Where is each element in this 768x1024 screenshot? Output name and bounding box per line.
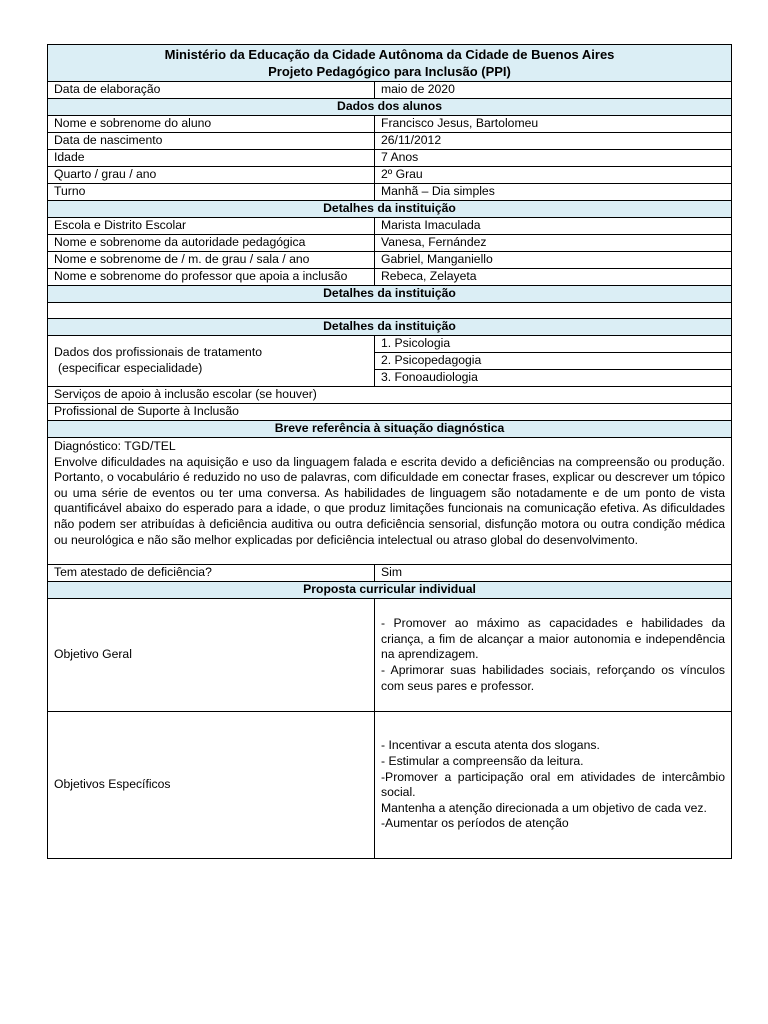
specialty-item: 2. Psicopedagogia (375, 353, 732, 370)
field-label: Turno (48, 184, 375, 201)
field-value: Francisco Jesus, Bartolomeu (375, 116, 732, 133)
section-header-institution-2: Detalhes da instituição (48, 286, 732, 303)
table-row (48, 218, 732, 235)
ppi-document (47, 44, 731, 859)
field-label: Nome e sobrenome da autoridade pedagógica (48, 235, 375, 252)
section-header-institution: Detalhes da instituição (48, 201, 732, 218)
field-label: Idade (48, 150, 375, 167)
table-row (48, 235, 732, 252)
general-objective-row (48, 599, 732, 712)
specialty-item: 3. Fonoaudiologia (375, 370, 732, 387)
specific-objectives-label: Objetivos Específicos (48, 712, 375, 859)
field-value: Marista Imaculada (375, 218, 732, 235)
specialty-item: 1. Psicologia (375, 336, 732, 353)
ministry-title: Ministério da Educação da Cidade Autônoma da Cidade de Buenos Aires (164, 47, 615, 62)
field-value: 2º Grau (375, 167, 732, 184)
field-label: Quarto / grau / ano (48, 167, 375, 184)
list-item: - Aprimorar suas habilidades sociais, reforçando os vínculos com seus pares e professor. (381, 662, 726, 693)
project-title: Projeto Pedagógico para Inclusão (PPI) (268, 64, 511, 79)
section-header-curriculum: Proposta curricular individual (48, 582, 732, 599)
list-item: -Aumentar os períodos de atenção (381, 816, 569, 831)
empty-row (48, 303, 732, 319)
field-value: Gabriel, Manganiello (375, 252, 732, 269)
field-value: 7 Anos (375, 150, 732, 167)
field-label: Escola e Distrito Escolar (48, 218, 375, 235)
support-professional: Profissional de Suporte à Inclusão (48, 404, 732, 421)
field-label: Tem atestado de deficiência? (48, 565, 375, 582)
general-objective-content (375, 599, 732, 712)
list-item: - Promover ao máximo as capacidades e habilidades da criança, a fim de alcançar a maior autonomia e independência na aprendizagem. (381, 616, 726, 662)
field-label: Data de elaboração (48, 82, 375, 99)
field-value: Vanesa, Fernández (375, 235, 732, 252)
certificate-row (48, 565, 732, 582)
section-header-diagnosis: Breve referência à situação diagnóstica (48, 421, 732, 438)
table-row (48, 252, 732, 269)
field-label: Nome e sobrenome de / m. de grau / sala / ano (48, 252, 375, 269)
table-row (48, 404, 732, 421)
section-header-institution-3: Detalhes da instituição (48, 319, 732, 336)
general-objective-label: Objetivo Geral (48, 599, 375, 712)
document-header (48, 45, 732, 82)
diagnosis-row (48, 438, 732, 565)
field-label: Nome e sobrenome do professor que apoia a inclusão (48, 269, 375, 286)
field-value: maio de 2020 (375, 82, 732, 99)
professionals-label: Dados dos profissionais de tratamento (especificar especialidade) (48, 336, 375, 387)
table-row (48, 269, 732, 286)
list-item: Mantenha a atenção direcionada a um objetivo de cada vez. (381, 800, 707, 815)
list-item: - Estimular a compreensão da leitura. (381, 753, 584, 768)
specific-objectives-row (48, 712, 732, 859)
list-item: -Promover a participação oral em atividades de intercâmbio social. (381, 769, 726, 800)
field-label: Data de nascimento (48, 133, 375, 150)
field-value: Rebeca, Zelayeta (375, 269, 732, 286)
field-label: Nome e sobrenome do aluno (48, 116, 375, 133)
field-value: 26/11/2012 (375, 133, 732, 150)
table-row (48, 184, 732, 201)
support-services: Serviços de apoio à inclusão escolar (se houver) (48, 387, 732, 404)
section-header-students: Dados dos alunos (48, 99, 732, 116)
field-value: Manhã – Dia simples (375, 184, 732, 201)
table-row (48, 150, 732, 167)
diagnosis-label: Diagnóstico: TGD/TEL (54, 439, 176, 453)
elaboration-row (48, 82, 732, 99)
list-item: - Incentivar a escuta atenta dos slogans. (381, 738, 600, 753)
diagnosis-text: Envolve dificuldades na aquisição e uso da linguagem falada e escrita devido a deficiências na compreensão ou produção. Portanto, o vocabulário é reduzido no uso de palavras, com dificuldade em conectar frases, explicar ou descrever um tópico ou uma série de eventos ou ter uma conversa. As habilidades de linguagem são notadamente e de um ponto de vista quantificável abaixo do esperado para a idade, o que produz limitações funcionais na comunicação efetiva. As dificuldades não podem ser atribuídas à deficiência auditiva ou outra deficiência sensorial, disfunção motora ou outra condição médica ou neurológica e não são melhor explicadas por deficiência intelectual ou atraso global do desenvolvimento. (54, 454, 726, 547)
field-value: Sim (375, 565, 732, 582)
specific-objectives-content (375, 712, 732, 859)
table-row (48, 336, 732, 353)
ppi-table (47, 44, 732, 859)
table-row (48, 133, 732, 150)
table-row (48, 387, 732, 404)
table-row (48, 167, 732, 184)
table-row (48, 116, 732, 133)
